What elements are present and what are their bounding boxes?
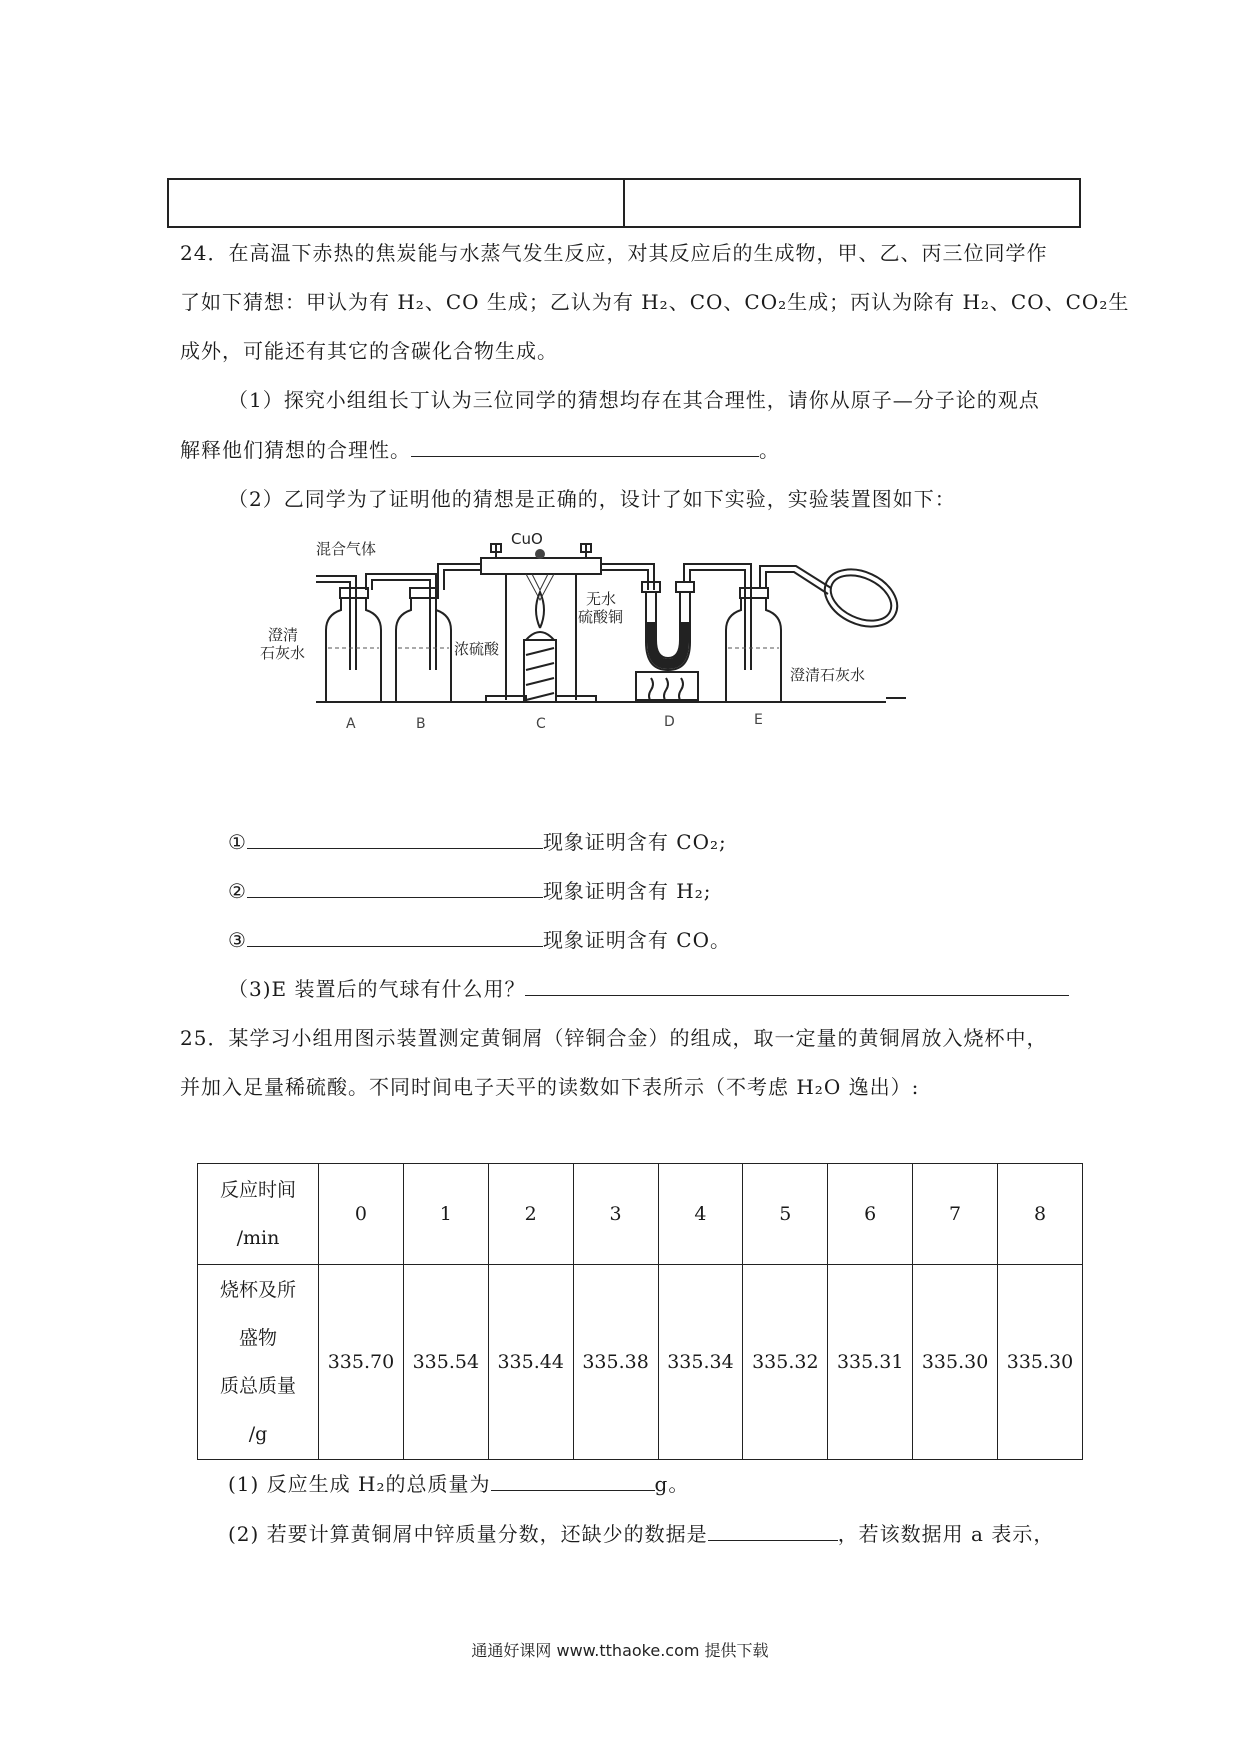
mass-cell: 335.34 [658, 1265, 743, 1460]
answer-cell [624, 179, 1080, 227]
q25-part2-prompt: (2) 若要计算黄铜屑中锌质量分数，还缺少的数据是 [228, 1522, 708, 1546]
q25-part2-tail: ，若该数据用 a 表示， [837, 1522, 1055, 1546]
header-line: 反应时间 [219, 1179, 296, 1201]
mass-cell: 335.31 [828, 1265, 913, 1460]
time-cell: 3 [573, 1164, 658, 1265]
time-cell: 8 [998, 1164, 1083, 1265]
mass-cell: 335.30 [998, 1265, 1083, 1460]
q24-part3 [228, 973, 1128, 1004]
mass-cell: 335.54 [403, 1265, 488, 1460]
header-line: 烧杯及所 [219, 1279, 296, 1301]
q24-part1-line-1: （1）探究小组组长丁认为三位同学的猜想均存在其合理性，请你从原子—分子论的观点 [228, 388, 1040, 412]
label-anhydrous: 无水 [586, 590, 617, 608]
label-limewater-left: 澄清 [268, 626, 299, 644]
time-cell: 1 [403, 1164, 488, 1265]
label-letter-c: C [536, 716, 546, 732]
q24-part1-prompt: 解释他们猜想的合理性。 [180, 438, 411, 462]
q25-part2 [228, 1518, 1128, 1549]
item-text: 现象证明含有 CO。 [542, 928, 731, 952]
q24-intro-line-2: 了如下猜想：甲认为有 H₂、CO 生成；乙认为有 H₂、CO、CO₂生成；丙认为除有 H₂、CO、CO₂生 [180, 290, 1130, 314]
q24-part1-end: 。 [759, 438, 780, 462]
answer-blank[interactable] [708, 1518, 838, 1541]
time-cell: 7 [913, 1164, 998, 1265]
answer-blank[interactable] [247, 924, 543, 947]
mass-cell: 335.32 [743, 1265, 828, 1460]
label-conc-sulfuric-acid: 浓硫酸 [454, 640, 500, 658]
time-cell: 2 [488, 1164, 573, 1265]
page-footer: 通通好课网 www.tthaoke.com 提供下载 [471, 1641, 769, 1660]
label-limewater-left-2: 石灰水 [260, 644, 306, 662]
q25-part1-prompt: (1) 反应生成 H₂的总质量为 [228, 1472, 491, 1496]
q24-item-2 [228, 875, 1128, 906]
label-limewater-right: 澄清石灰水 [790, 666, 866, 684]
label-cuso4: 硫酸铜 [578, 608, 624, 626]
answer-blank[interactable] [525, 973, 1069, 996]
label-mixed-gas: 混合气体 [316, 540, 377, 558]
item-number: ② [228, 879, 247, 903]
item-number: ① [228, 830, 247, 854]
q24-item-1 [228, 826, 1128, 857]
q24-part1-line-2 [180, 434, 1080, 465]
label-letter-e: E [754, 712, 763, 728]
mass-cell: 335.38 [573, 1265, 658, 1460]
item-text: 现象证明含有 CO₂; [542, 830, 727, 854]
label-letter-d: D [664, 714, 675, 730]
q25-part1 [228, 1468, 1128, 1499]
item-text: 现象证明含有 H₂; [542, 879, 712, 903]
q24-intro-line-1: 24．在高温下赤热的焦炭能与水蒸气发生反应，对其反应后的生成物，甲、乙、丙三位同学作 [180, 241, 1048, 265]
item-number: ③ [228, 928, 247, 952]
q24-intro-line-3: 成外，可能还有其它的含碳化合物生成。 [180, 339, 558, 363]
time-cell: 0 [319, 1164, 404, 1265]
answer-blank[interactable] [411, 434, 759, 457]
label-letter-a: A [346, 716, 356, 732]
header-line: 盛物 [238, 1327, 277, 1349]
q24-part2-text: （2）乙同学为了证明他的猜想是正确的，设计了如下实验，实验装置图如下： [228, 487, 956, 511]
mass-header [198, 1265, 319, 1460]
header-line: 质总质量 [219, 1375, 296, 1397]
answer-cell [168, 179, 624, 227]
q25-intro-line-1: 25．某学习小组用图示装置测定黄铜屑（锌铜合金）的组成，取一定量的黄铜屑放入烧杯中， [180, 1026, 1048, 1050]
apparatus-diagram [260, 530, 1006, 735]
answer-blank[interactable] [247, 875, 543, 898]
mass-cell: 335.70 [319, 1265, 404, 1460]
time-header [198, 1164, 319, 1265]
q24-item-3 [228, 924, 1128, 955]
time-row [198, 1164, 1083, 1265]
answer-blank[interactable] [491, 1468, 655, 1491]
mass-row [198, 1265, 1083, 1460]
q25-intro-line-2: 并加入足量稀硫酸。不同时间电子天平的读数如下表所示（不考虑 H₂O 逸出）: [180, 1075, 920, 1099]
answer-blank[interactable] [247, 826, 543, 849]
header-line: /min [236, 1227, 280, 1249]
q25-part1-unit: g。 [654, 1472, 690, 1496]
label-letter-b: B [416, 716, 426, 732]
mass-cell: 335.30 [913, 1265, 998, 1460]
time-cell: 6 [828, 1164, 913, 1265]
reading-table [197, 1163, 1083, 1460]
header-line: /g [248, 1423, 268, 1445]
time-cell: 4 [658, 1164, 743, 1265]
top-answer-table [167, 178, 1081, 228]
label-cuo: CuO [511, 530, 543, 548]
q24-part3-prompt: （3)E 装置后的气球有什么用？ [228, 977, 526, 1001]
time-cell: 5 [743, 1164, 828, 1265]
mass-cell: 335.44 [488, 1265, 573, 1460]
